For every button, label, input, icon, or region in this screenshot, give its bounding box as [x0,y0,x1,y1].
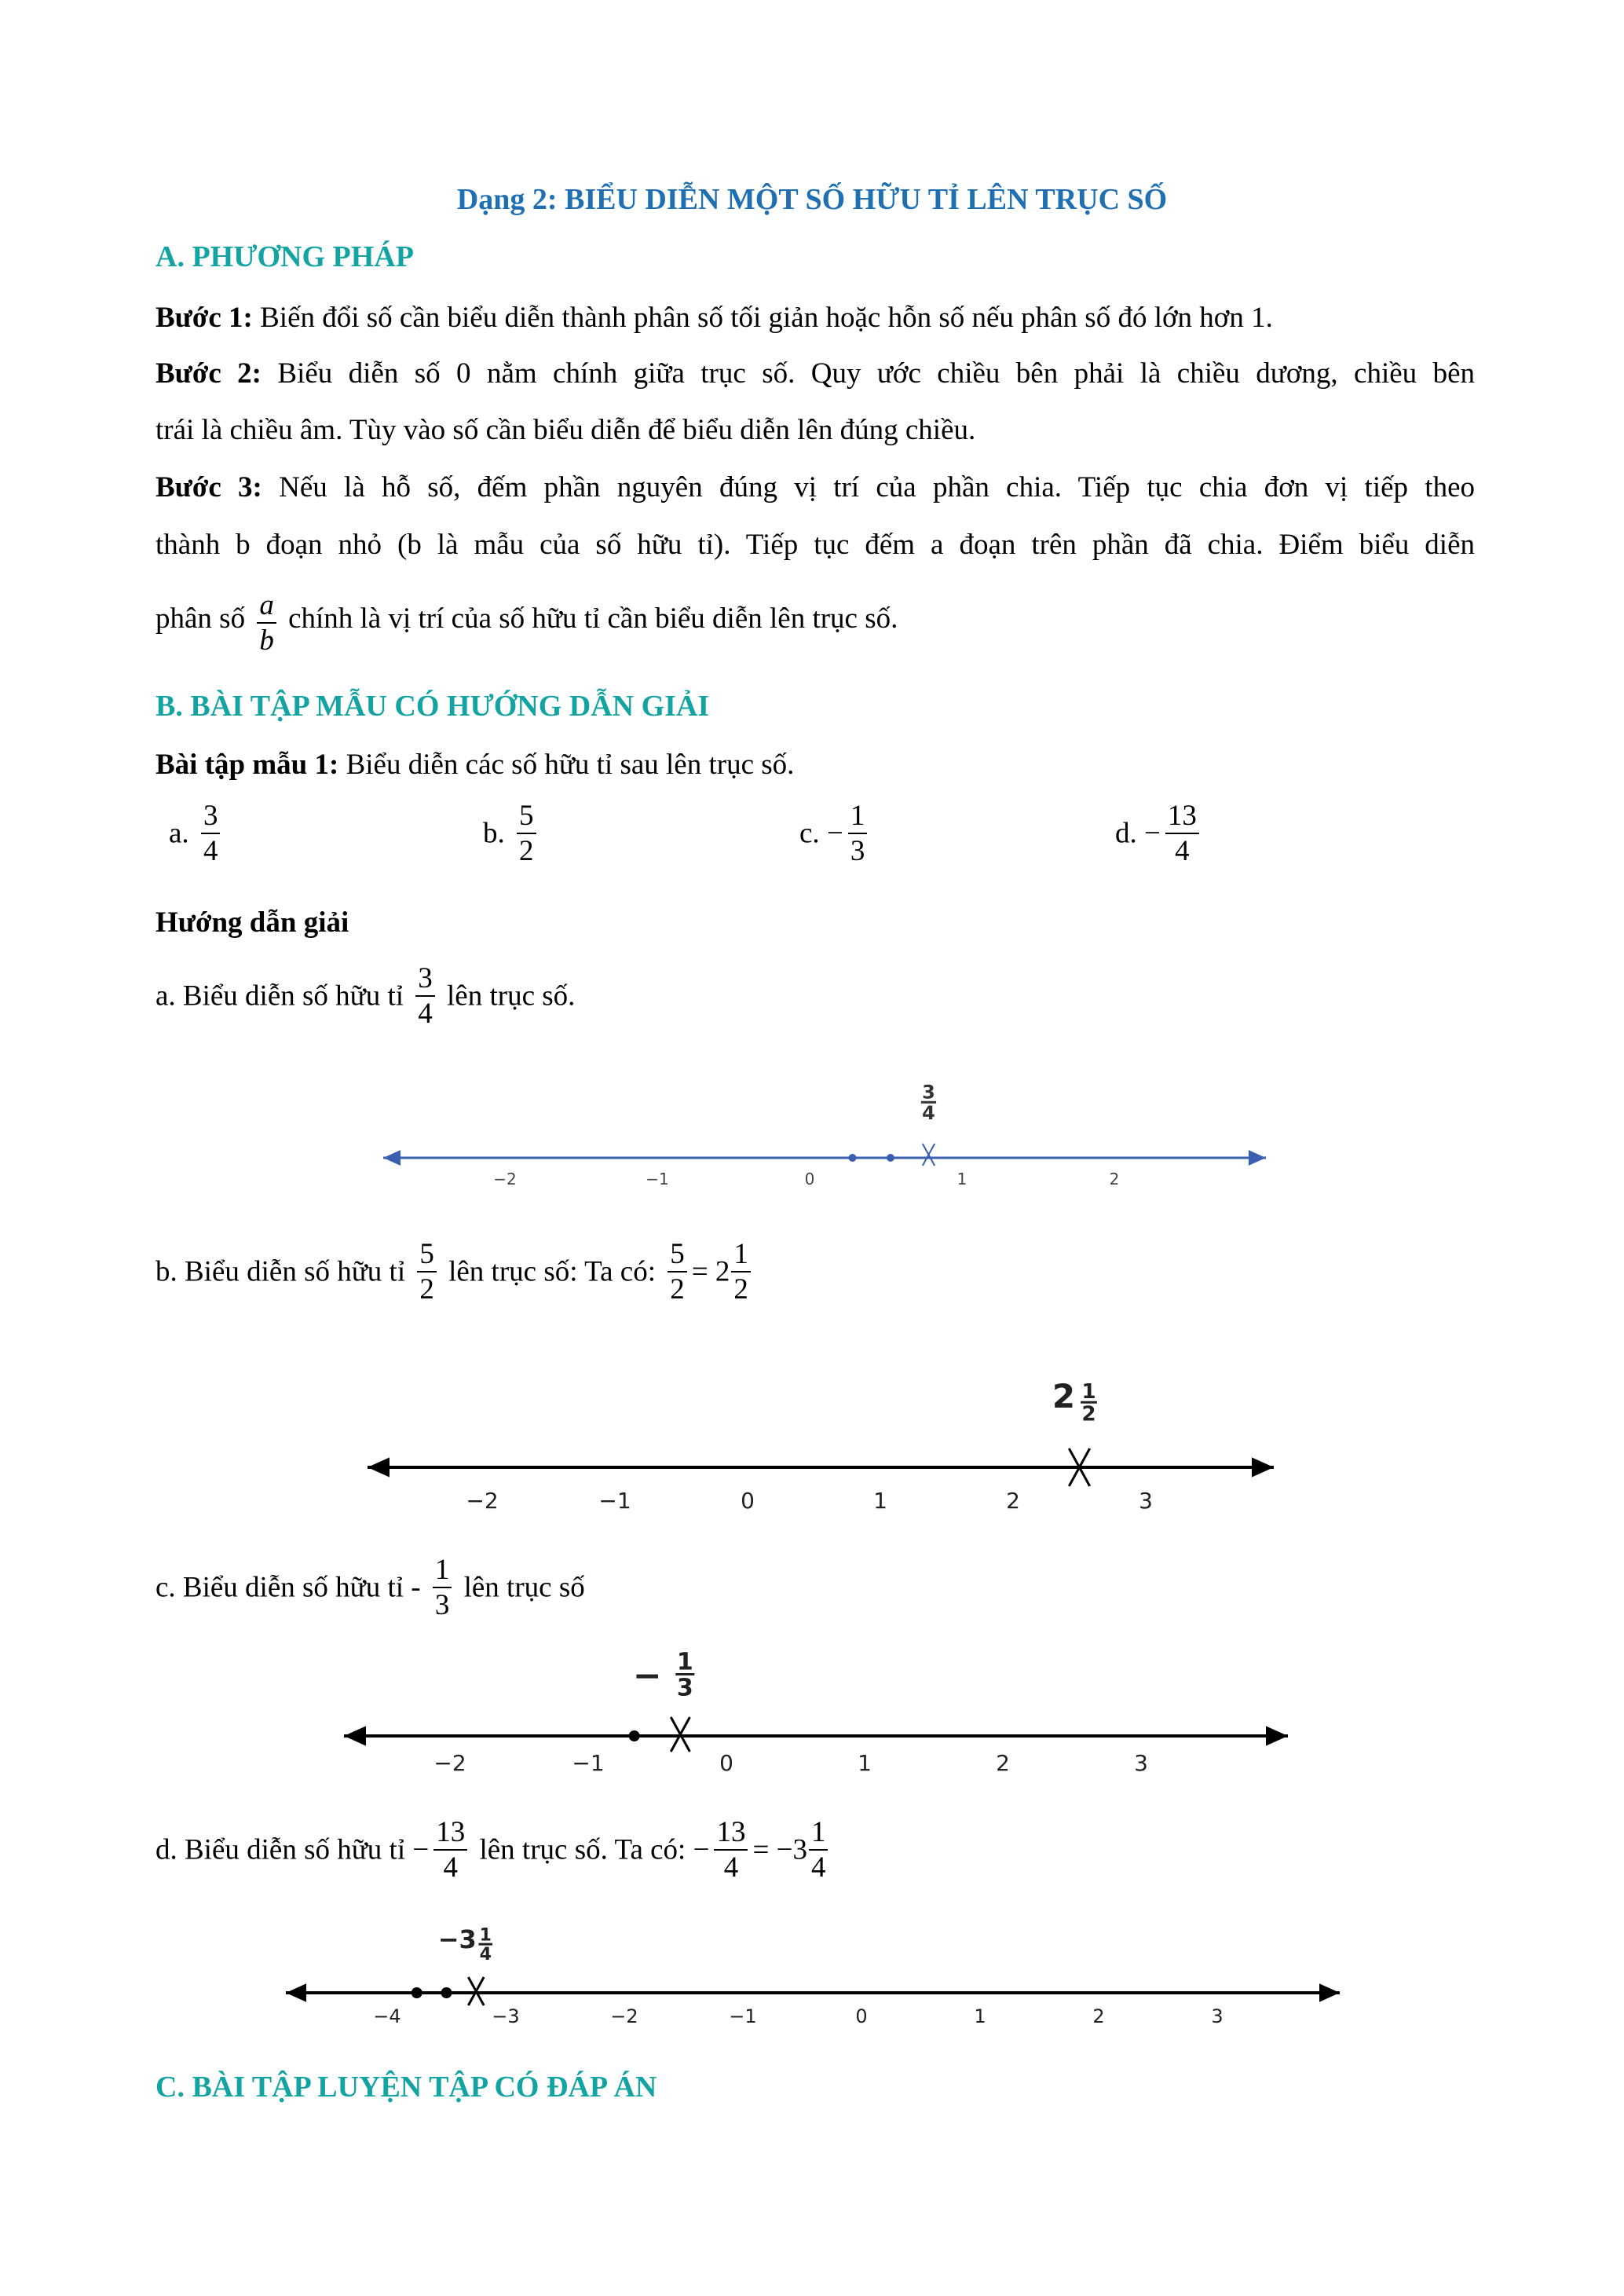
option-c: c. − $\frac{1}{3}$ [799,801,872,866]
exercise-1 [155,746,1475,784]
point-marker [671,1717,689,1752]
value-label-whole: −3 [437,1924,477,1954]
axis-arrow-right [1319,1983,1340,2001]
point-marker [468,1977,484,2005]
step-3-text-3-post: chính là vị trí của số hữu tỉ cần biểu diễn lên trục số. [288,602,898,635]
tick-label: 1 [974,2005,986,2027]
label-denominator: 3 [676,1674,693,1702]
tick-label: 2 [996,1750,1010,1776]
page-title: Dạng 2: BIỂU DIỄN MỘT SỐ HỮU TỈ LÊN TRỤC SỐ [456,183,1168,216]
fraction: $\frac{5}{2}$ [668,1240,687,1304]
fraction: $\frac{3}{4}$ [415,964,435,1028]
tick-label: −1 [572,1750,605,1776]
tick-label: −1 [598,1488,631,1514]
option-a: a. $\frac{3}{4}$ [169,801,225,866]
tick-label: 2 [1006,1488,1020,1514]
tick-label: 2 [1092,2005,1105,2027]
tick-label: −2 [466,1488,499,1514]
axis-arrow-right [1252,1457,1274,1477]
axis-arrow-left [368,1457,390,1477]
tick-label: 1 [956,1170,967,1188]
step-2-text-1: Biểu diễn số 0 nằm chính giữa trục số. Quy ước chiều bên phải là chiều dương, chiều bên [277,357,1475,390]
tick-label: −2 [493,1170,517,1188]
label-denominator: 4 [922,1101,935,1124]
point-marker [468,1977,484,2005]
axis-arrow-right [1249,1150,1266,1166]
point-marker [1069,1448,1089,1486]
step-1-text: Biến đổi số cần biểu diễn thành phân số tối giản hoặc hỗn số nếu phân số đó lớn hơn 1. [260,302,1273,334]
label-denominator: 2 [1081,1402,1096,1426]
fraction: $\frac{5}{2}$ [417,1240,437,1304]
exercise-text: Biểu diễn các số hữu tỉ sau lên trục số. [346,749,795,781]
tick-label: 3 [1139,1488,1153,1514]
axis-arrow-right [1266,1726,1288,1745]
step-2-line-1 [155,355,1475,393]
fraction: $\frac{1}{3}$ [848,801,868,866]
step-3-label: Bước 3: [155,471,262,504]
tick-label: −1 [729,2005,757,2027]
exercise-label: Bài tập mẫu 1: [155,749,339,781]
value-label [921,1081,936,1123]
value-label-sign: − [632,1656,662,1696]
fraction-a-over-b: $\frac{a}{b}$ [257,591,276,655]
point-marker [923,1144,935,1166]
part-d-text: d. Biểu diễn số hữu tỉ − $\frac{13}{4}$ lên trục số. Ta có: − $\frac{13}{4}$ = −3 $\frac{1}{4}$ [155,1818,832,1882]
tick-label: 1 [858,1750,872,1776]
tick-label: −4 [373,2005,401,2027]
fraction: $\frac{13}{4}$ [714,1818,748,1882]
fraction: $\frac{1}{4}$ [809,1818,828,1882]
part-c-text: c. Biểu diễn số hữu tỉ - $\frac{1}{3}$ lên trục số [155,1554,585,1621]
division-dot [887,1154,894,1162]
section-a-heading: A. PHƯƠNG PHÁP [155,240,414,273]
fraction: $\frac{5}{2}$ [517,801,536,866]
value-label [675,1649,694,1702]
option-d: d. − $\frac{13}{4}$ [1115,801,1204,866]
label-numerator: 1 [676,1648,693,1676]
division-dot [629,1730,640,1741]
division-dot [849,1154,857,1162]
step-3-line-1 [155,469,1475,507]
option-b: b. $\frac{5}{2}$ [483,801,541,866]
point-marker [923,1144,935,1166]
step-2-label: Bước 2: [155,357,262,390]
fraction: $\frac{13}{4}$ [433,1818,467,1882]
step-1 [155,299,1475,337]
step-3-line-3 [155,591,1475,655]
axis-arrow-left [344,1726,366,1745]
label-denominator: 4 [479,1944,492,1965]
tick-label: −2 [610,2005,638,2027]
value-label-whole: 2 [1052,1377,1076,1415]
tick-label: 0 [719,1750,733,1776]
tick-label: 3 [1211,2005,1223,2027]
tick-label: 0 [804,1170,815,1188]
solution-heading: Hướng dẫn giải [155,906,349,939]
fraction: $\frac{3}{4}$ [201,801,221,866]
point-marker [671,1717,689,1752]
division-dot [441,1987,452,1998]
tick-label: 0 [855,2005,868,2027]
tick-label: −3 [492,2005,520,2027]
step-3-text-3-pre: phân số [155,602,246,635]
step-1-label: Bước 1: [155,302,253,334]
tick-label: 2 [1109,1170,1120,1188]
step-3-text-1: Nếu là hỗ số, đếm phần nguyên đúng vị trí của phần chia. Tiếp tục chia đơn vị tiếp theo [279,471,1475,504]
tick-label: −2 [433,1750,466,1776]
value-label [478,1926,492,1965]
section-b-heading: B. BÀI TẬP MẪU CÓ HƯỚNG DẪN GIẢI [155,690,710,723]
value-label [1081,1380,1097,1426]
point-marker [1069,1448,1089,1486]
tick-label: 0 [741,1488,755,1514]
part-a-text: a. Biểu diễn số hữu tỉ $\frac{3}{4}$ lên trục số. [155,962,576,1030]
step-3-line-2: thành b đoạn nhỏ (b là mẫu của số hữu tỉ). Tiếp tục đếm a đoạn trên phần đã chia. Điểm biểu diễn [155,529,1475,561]
fraction: $\frac{1}{2}$ [731,1240,751,1304]
label-numerator: 3 [922,1081,935,1104]
fraction: $\frac{13}{4}$ [1165,801,1199,866]
tick-label: −1 [646,1170,669,1188]
part-b-text: b. Biểu diễn số hữu tỉ $\frac{5}{2}$ lên trục số: Ta có: $\frac{5}{2}$ = 2 $\frac{1}{2}$ [155,1240,755,1304]
axis-arrow-left [383,1150,401,1166]
axis-arrow-left [286,1983,306,2001]
division-dot [411,1987,422,1998]
fraction: $\frac{1}{3}$ [433,1555,452,1620]
tick-label: 1 [873,1488,887,1514]
label-numerator: 1 [479,1925,492,1946]
label-numerator: 1 [1081,1380,1096,1404]
step-2-line-2: trái là chiều âm. Tùy vào số cần biểu diễn để biểu diễn lên đúng chiều. [155,414,976,446]
tick-label: 3 [1134,1750,1148,1776]
section-c-heading: C. BÀI TẬP LUYỆN TẬP CÓ ĐÁP ÁN [155,2071,657,2104]
